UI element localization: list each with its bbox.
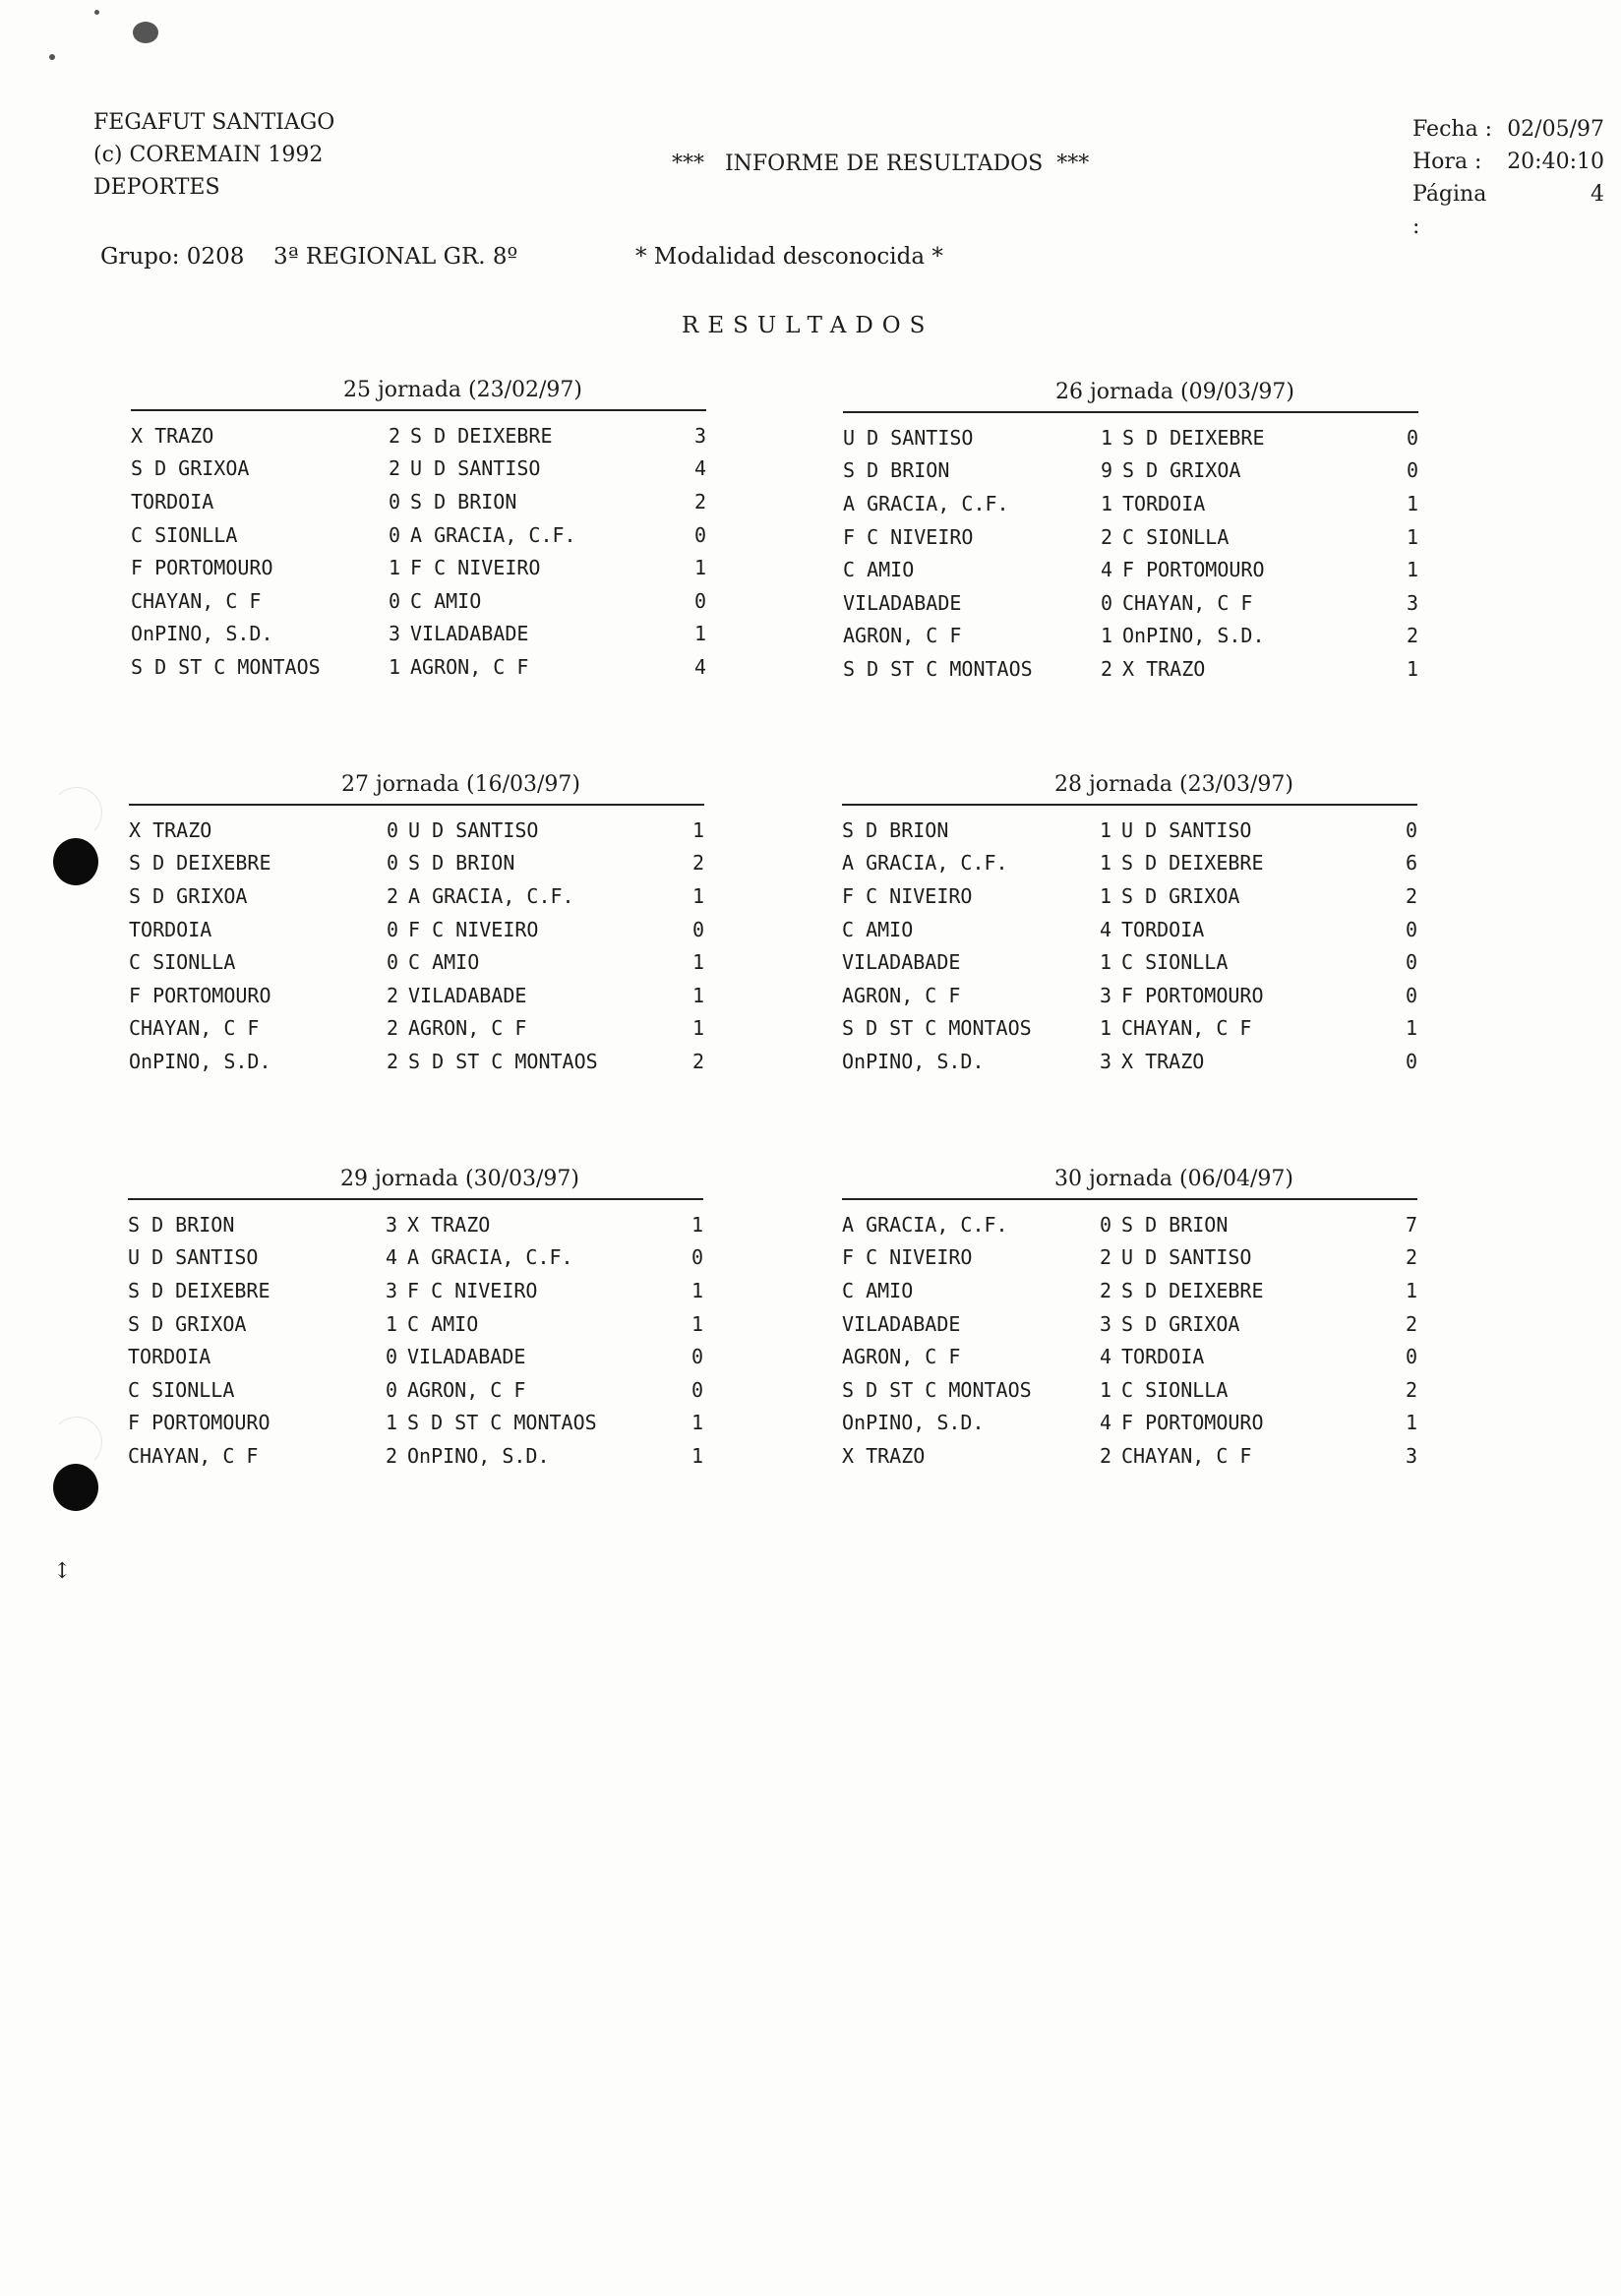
org-name: FEGAFUT SANTIAGO (93, 110, 335, 135)
match-row (843, 620, 1418, 653)
home-team: AGRON, C F (843, 624, 962, 648)
away-team: S D BRION (408, 851, 515, 876)
away-team: S D GRIXOA (1121, 1311, 1240, 1336)
away-team: X TRAZO (1121, 1049, 1205, 1073)
home-goals: 0 (389, 522, 401, 547)
match-row (128, 1241, 703, 1275)
home-goals: 0 (387, 950, 399, 975)
away-team: U D SANTISO (410, 456, 541, 481)
match-row (128, 1373, 703, 1407)
match-row (129, 879, 704, 913)
home-team: C AMIO (842, 1278, 914, 1302)
home-team: S D ST C MONTAOS (842, 1016, 1032, 1041)
match-row (842, 1307, 1417, 1341)
match-row (131, 518, 706, 552)
away-goals: 0 (690, 1245, 703, 1270)
match-row (842, 847, 1417, 880)
away-goals: 1 (693, 622, 706, 646)
home-team: OnPINO, S.D. (842, 1411, 985, 1435)
match-row (842, 913, 1417, 946)
match-row (129, 945, 704, 979)
match-row (842, 1012, 1417, 1046)
date-value: 02/05/97 (1507, 117, 1604, 142)
away-goals: 2 (1405, 883, 1417, 908)
away-team: X TRAZO (1122, 656, 1206, 681)
away-goals: 1 (1405, 1016, 1417, 1041)
home-team: C SIONLLA (128, 1377, 235, 1402)
away-team: CHAYAN, C F (1121, 1016, 1252, 1041)
match-row (842, 1373, 1417, 1407)
home-goals: 2 (1100, 1278, 1112, 1302)
away-team: F PORTOMOURO (1122, 558, 1265, 582)
modality: * Modalidad desconocida * (635, 244, 943, 270)
round-divider (129, 804, 704, 806)
home-team: F PORTOMOURO (131, 556, 273, 580)
round-title: 30 jornada (06/04/97) (1053, 1167, 1294, 1191)
away-team: F PORTOMOURO (1121, 1411, 1264, 1435)
home-team: AGRON, C F (842, 983, 961, 1007)
away-team: AGRON, C F (408, 1016, 527, 1041)
section-title: RESULTADOS (682, 313, 934, 338)
binder-hole-ring (51, 787, 102, 838)
home-goals: 2 (389, 423, 401, 448)
home-goals: 3 (1100, 1311, 1112, 1336)
match-row (129, 814, 704, 847)
match-list (842, 1208, 1417, 1473)
home-goals: 0 (389, 588, 401, 613)
away-goals: 0 (690, 1377, 703, 1402)
page-row (1412, 178, 1604, 243)
away-goals: 1 (693, 556, 706, 580)
away-goals: 2 (693, 489, 706, 514)
page-label: Página : (1412, 182, 1487, 239)
department: DEPORTES (93, 175, 220, 200)
home-goals: 4 (1101, 558, 1113, 582)
home-goals: 0 (386, 1345, 398, 1369)
home-team: CHAYAN, C F (128, 1443, 259, 1468)
home-team: VILADABADE (842, 1311, 961, 1336)
home-goals: 2 (1101, 524, 1113, 549)
away-goals: 2 (691, 1049, 704, 1073)
away-goals: 0 (1405, 917, 1417, 941)
match-row (129, 979, 704, 1012)
away-team: TORDOIA (1122, 491, 1206, 515)
home-goals: 3 (389, 622, 401, 646)
match-row (131, 618, 706, 651)
home-team: C AMIO (843, 558, 915, 582)
match-row (128, 1439, 703, 1473)
match-row (843, 487, 1418, 520)
match-row (128, 1307, 703, 1341)
away-goals: 3 (1405, 1443, 1417, 1468)
home-team: AGRON, C F (842, 1345, 961, 1369)
away-team: OnPINO, S.D. (407, 1443, 550, 1468)
home-team: C AMIO (842, 917, 914, 941)
home-goals: 2 (387, 883, 399, 908)
away-goals: 1 (1406, 558, 1418, 582)
home-goals: 2 (387, 1016, 399, 1041)
division-name: 3ª REGIONAL GR. 8º (273, 244, 518, 270)
report-issuer (93, 106, 334, 204)
match-row (842, 1407, 1417, 1440)
round-title: 26 jornada (09/03/97) (1054, 380, 1295, 404)
match-row (131, 453, 706, 486)
away-team: C SIONLLA (1121, 950, 1229, 975)
match-row (128, 1340, 703, 1373)
away-goals: 0 (1405, 983, 1417, 1007)
away-goals: 0 (1406, 458, 1418, 483)
round-divider (843, 411, 1418, 413)
home-goals: 3 (1100, 1049, 1112, 1073)
date-row (1412, 113, 1604, 146)
date-label: Fecha : (1412, 117, 1493, 142)
away-team: CHAYAN, C F (1121, 1443, 1252, 1468)
home-team: S D DEIXEBRE (128, 1278, 270, 1302)
home-team: OnPINO, S.D. (129, 1049, 271, 1073)
away-goals: 0 (1406, 425, 1418, 450)
home-team: S D ST C MONTAOS (843, 656, 1033, 681)
match-row (843, 421, 1418, 454)
match-row (842, 1274, 1417, 1307)
match-row (128, 1274, 703, 1307)
away-goals: 7 (1405, 1212, 1417, 1237)
away-team: F PORTOMOURO (1121, 983, 1264, 1007)
home-goals: 0 (386, 1377, 398, 1402)
away-team: S D BRION (410, 489, 517, 514)
away-goals: 2 (691, 851, 704, 876)
away-team: TORDOIA (1121, 917, 1205, 941)
away-goals: 2 (1405, 1377, 1417, 1402)
match-row (842, 945, 1417, 979)
home-team: X TRAZO (842, 1443, 926, 1468)
away-goals: 1 (690, 1278, 703, 1302)
home-goals: 0 (387, 917, 399, 941)
away-team: C AMIO (407, 1311, 479, 1336)
home-goals: 1 (389, 654, 401, 679)
round-block (843, 374, 1418, 686)
home-team: CHAYAN, C F (131, 588, 262, 613)
home-goals: 0 (1101, 590, 1113, 615)
away-goals: 1 (690, 1311, 703, 1336)
away-team: S D DEIXEBRE (1121, 851, 1264, 876)
home-team: S D BRION (842, 817, 949, 842)
away-goals: 0 (1405, 1049, 1417, 1073)
home-goals: 0 (389, 489, 401, 514)
away-team: A GRACIA, C.F. (408, 883, 574, 908)
home-goals: 2 (386, 1443, 398, 1468)
away-goals: 1 (691, 983, 704, 1007)
match-list (131, 419, 706, 684)
round-block (842, 1161, 1417, 1473)
home-team: A GRACIA, C.F. (842, 851, 1008, 876)
match-row (129, 847, 704, 880)
ink-dot (94, 10, 99, 15)
home-goals: 2 (387, 983, 399, 1007)
away-goals: 0 (690, 1345, 703, 1369)
home-team: OnPINO, S.D. (131, 622, 273, 646)
home-team: X TRAZO (129, 817, 212, 842)
match-row (843, 652, 1418, 686)
home-goals: 1 (386, 1311, 398, 1336)
home-team: A GRACIA, C.F. (843, 491, 1009, 515)
away-goals: 1 (691, 950, 704, 975)
home-goals: 4 (1100, 1345, 1112, 1369)
away-goals: 0 (693, 522, 706, 547)
away-team: C SIONLLA (1121, 1377, 1229, 1402)
copyright-line: (c) COREMAIN 1992 (93, 143, 324, 167)
home-goals: 1 (1101, 425, 1113, 450)
home-goals: 1 (1100, 851, 1112, 876)
round-title: 25 jornada (23/02/97) (342, 378, 583, 402)
away-team: S D DEIXEBRE (1122, 425, 1265, 450)
away-team: AGRON, C F (407, 1377, 526, 1402)
match-row (842, 979, 1417, 1012)
home-team: VILADABADE (842, 950, 961, 975)
round-divider (128, 1198, 703, 1200)
match-row (131, 551, 706, 584)
report-title: *** INFORME DE RESULTADOS *** (672, 151, 1090, 176)
away-goals: 2 (1406, 624, 1418, 648)
match-row (842, 1241, 1417, 1275)
round-block (128, 1161, 703, 1473)
away-team: F C NIVEIRO (407, 1278, 538, 1302)
away-goals: 0 (1405, 1345, 1417, 1369)
home-goals: 4 (386, 1245, 398, 1270)
round-block (131, 372, 706, 684)
match-row (129, 913, 704, 946)
away-team: S D GRIXOA (1122, 458, 1241, 483)
home-goals: 2 (389, 456, 401, 481)
away-goals: 0 (1405, 817, 1417, 842)
away-goals: 2 (1405, 1245, 1417, 1270)
home-goals: 4 (1100, 1411, 1112, 1435)
away-goals: 0 (693, 588, 706, 613)
away-team: TORDOIA (1121, 1345, 1205, 1369)
home-goals: 2 (1101, 656, 1113, 681)
home-team: S D GRIXOA (131, 456, 250, 481)
home-team: X TRAZO (131, 423, 214, 448)
round-title: 28 jornada (23/03/97) (1053, 772, 1294, 797)
away-goals: 4 (693, 456, 706, 481)
away-team: S D DEIXEBRE (410, 423, 553, 448)
match-row (842, 1045, 1417, 1078)
away-team: S D DEIXEBRE (1121, 1278, 1264, 1302)
round-title: 27 jornada (16/03/97) (340, 772, 581, 797)
match-list (843, 421, 1418, 686)
home-team: F C NIVEIRO (842, 883, 973, 908)
round-divider (842, 1198, 1417, 1200)
away-goals: 6 (1405, 851, 1417, 876)
match-row (128, 1208, 703, 1241)
match-list (128, 1208, 703, 1473)
home-team: U D SANTISO (128, 1245, 259, 1270)
away-team: S D ST C MONTAOS (407, 1411, 597, 1435)
home-goals: 3 (386, 1278, 398, 1302)
away-team: A GRACIA, C.F. (410, 522, 576, 547)
away-team: S D ST C MONTAOS (408, 1049, 598, 1073)
home-team: VILADABADE (843, 590, 962, 615)
report-meta (1412, 113, 1604, 243)
round-block (129, 766, 704, 1078)
home-team: F PORTOMOURO (129, 983, 271, 1007)
page-number: 4 (1591, 182, 1604, 207)
home-team: S D DEIXEBRE (129, 851, 271, 876)
binder-hole (53, 838, 98, 885)
away-team: U D SANTISO (1121, 1245, 1252, 1270)
binder-hole (53, 1464, 98, 1511)
away-goals: 1 (690, 1411, 703, 1435)
away-team: AGRON, C F (410, 654, 529, 679)
home-team: C SIONLLA (131, 522, 238, 547)
home-team: S D ST C MONTAOS (842, 1377, 1032, 1402)
match-row (842, 879, 1417, 913)
match-row (131, 419, 706, 453)
match-row (843, 520, 1418, 554)
home-team: OnPINO, S.D. (842, 1049, 985, 1073)
ink-dot (49, 54, 55, 60)
away-goals: 1 (1406, 491, 1418, 515)
away-goals: 0 (691, 917, 704, 941)
match-list (129, 814, 704, 1078)
away-team: OnPINO, S.D. (1122, 624, 1265, 648)
away-team: U D SANTISO (1121, 817, 1252, 842)
home-team: CHAYAN, C F (129, 1016, 260, 1041)
margin-arrow-mark: ↕ (53, 1559, 72, 1584)
match-row (843, 454, 1418, 488)
home-goals: 3 (386, 1212, 398, 1237)
home-goals: 1 (1100, 817, 1112, 842)
away-team: S D BRION (1121, 1212, 1229, 1237)
home-goals: 0 (387, 817, 399, 842)
home-goals: 1 (1100, 1016, 1112, 1041)
away-goals: 1 (691, 883, 704, 908)
home-team: F C NIVEIRO (843, 524, 974, 549)
away-team: U D SANTISO (408, 817, 539, 842)
home-team: C SIONLLA (129, 950, 236, 975)
time-row (1412, 146, 1604, 178)
away-team: S D GRIXOA (1121, 883, 1240, 908)
away-goals: 1 (1405, 1411, 1417, 1435)
home-goals: 1 (1100, 950, 1112, 975)
away-team: X TRAZO (407, 1212, 491, 1237)
match-row (843, 586, 1418, 620)
round-block (842, 766, 1417, 1078)
away-team: VILADABADE (410, 622, 529, 646)
away-goals: 3 (693, 423, 706, 448)
match-row (842, 814, 1417, 847)
home-team: S D GRIXOA (129, 883, 248, 908)
away-goals: 1 (690, 1443, 703, 1468)
time-value: 20:40:10 (1507, 150, 1604, 174)
home-team: TORDOIA (129, 917, 212, 941)
home-goals: 1 (1101, 624, 1113, 648)
ink-smudge (133, 22, 158, 43)
match-row (842, 1208, 1417, 1241)
away-goals: 1 (690, 1212, 703, 1237)
round-divider (131, 409, 706, 411)
home-goals: 2 (387, 1049, 399, 1073)
round-divider (842, 804, 1417, 806)
match-list (842, 814, 1417, 1078)
home-goals: 1 (389, 556, 401, 580)
home-team: U D SANTISO (843, 425, 974, 450)
home-team: S D ST C MONTAOS (131, 654, 321, 679)
away-team: A GRACIA, C.F. (407, 1245, 573, 1270)
away-goals: 0 (1405, 950, 1417, 975)
home-team: TORDOIA (131, 489, 214, 514)
away-team: F C NIVEIRO (410, 556, 541, 580)
binder-hole-ring (51, 1417, 102, 1468)
match-row (128, 1407, 703, 1440)
home-team: S D BRION (128, 1212, 235, 1237)
away-goals: 4 (693, 654, 706, 679)
away-goals: 2 (1405, 1311, 1417, 1336)
away-goals: 1 (1406, 524, 1418, 549)
home-goals: 3 (1100, 983, 1112, 1007)
home-goals: 2 (1100, 1443, 1112, 1468)
time-label: Hora : (1412, 150, 1482, 174)
match-row (129, 1045, 704, 1078)
home-goals: 9 (1101, 458, 1113, 483)
home-goals: 1 (1101, 491, 1113, 515)
away-goals: 1 (691, 1016, 704, 1041)
away-goals: 1 (1406, 656, 1418, 681)
match-row (843, 553, 1418, 586)
away-goals: 3 (1406, 590, 1418, 615)
away-goals: 1 (691, 817, 704, 842)
away-team: F C NIVEIRO (408, 917, 539, 941)
home-goals: 1 (1100, 1377, 1112, 1402)
home-team: S D GRIXOA (128, 1311, 247, 1336)
home-team: A GRACIA, C.F. (842, 1212, 1008, 1237)
home-team: F PORTOMOURO (128, 1411, 270, 1435)
away-team: VILADABADE (408, 983, 527, 1007)
home-team: F C NIVEIRO (842, 1245, 973, 1270)
match-row (842, 1439, 1417, 1473)
round-title: 29 jornada (30/03/97) (339, 1167, 580, 1191)
group-code: Grupo: 0208 (100, 244, 245, 270)
match-row (129, 1012, 704, 1046)
home-goals: 2 (1100, 1245, 1112, 1270)
away-team: CHAYAN, C F (1122, 590, 1253, 615)
match-row (131, 584, 706, 618)
home-goals: 1 (1100, 883, 1112, 908)
match-row (131, 650, 706, 684)
home-team: TORDOIA (128, 1345, 211, 1369)
match-row (131, 485, 706, 518)
away-team: C AMIO (410, 588, 482, 613)
match-row (842, 1340, 1417, 1373)
home-goals: 0 (1100, 1212, 1112, 1237)
away-goals: 1 (1405, 1278, 1417, 1302)
home-team: S D BRION (843, 458, 950, 483)
home-goals: 4 (1100, 917, 1112, 941)
away-team: VILADABADE (407, 1345, 526, 1369)
away-team: C AMIO (408, 950, 480, 975)
home-goals: 1 (386, 1411, 398, 1435)
home-goals: 0 (387, 851, 399, 876)
away-team: C SIONLLA (1122, 524, 1230, 549)
